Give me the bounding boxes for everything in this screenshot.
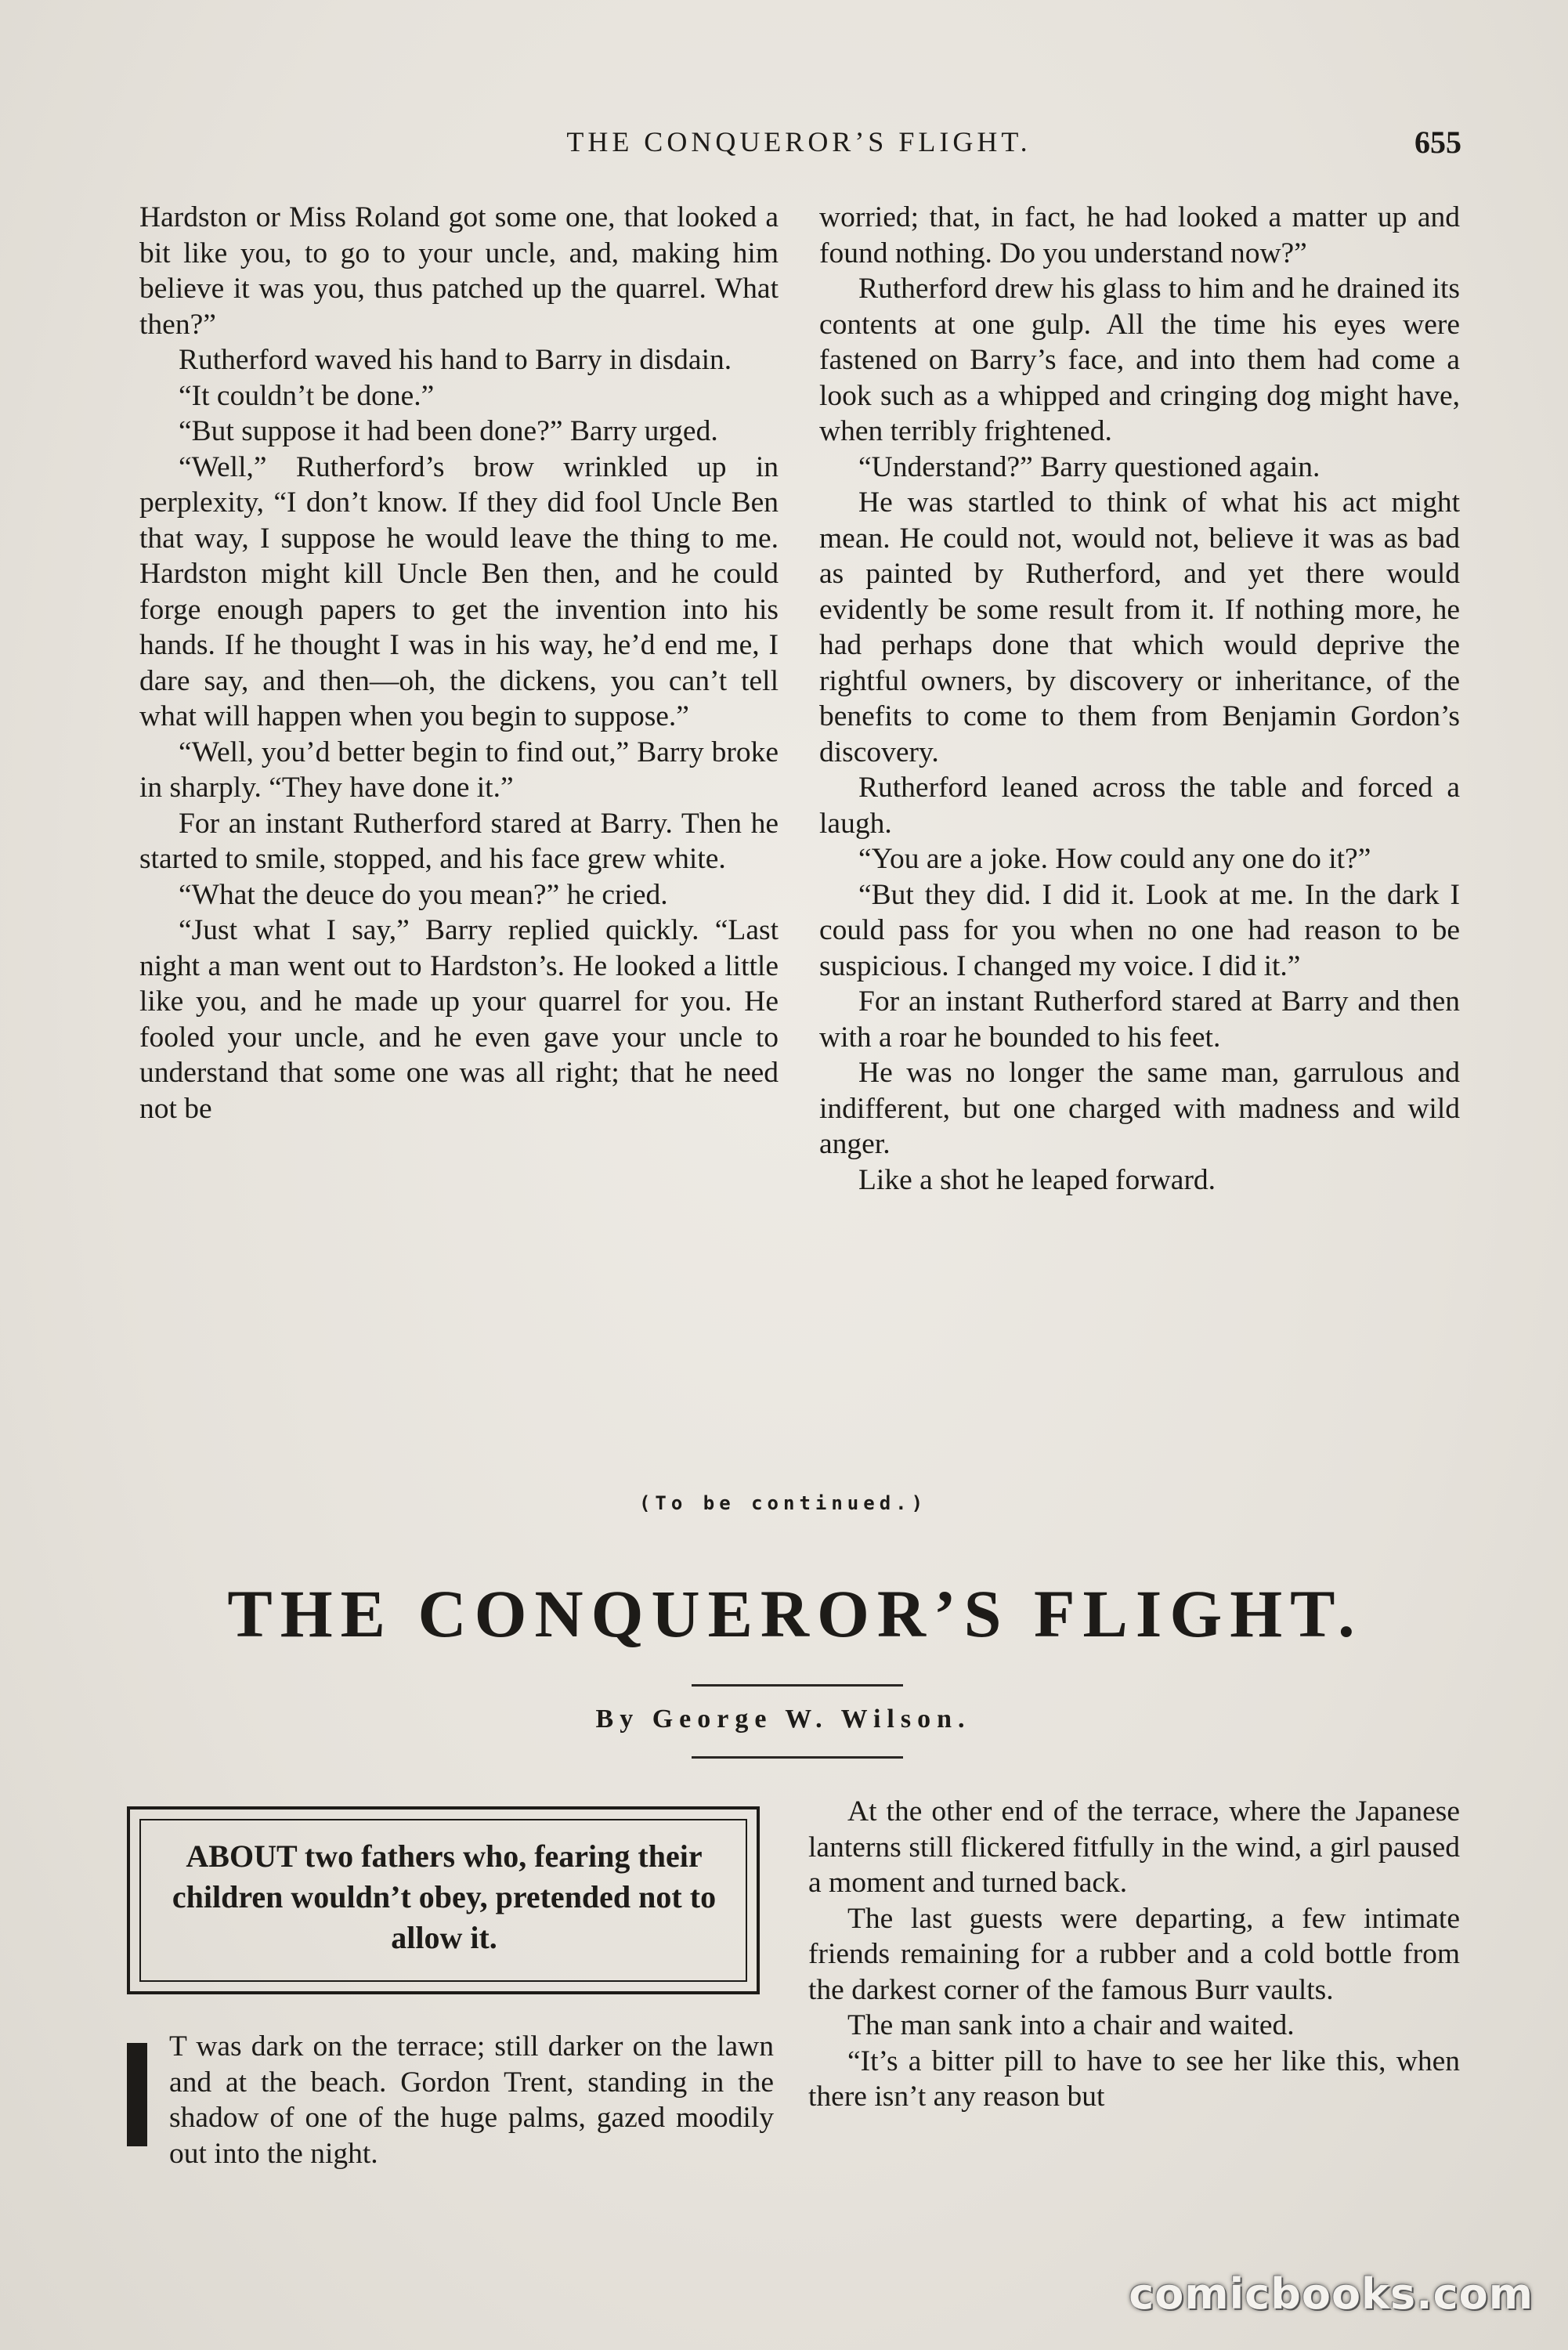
- paragraph: The last guests were departing, a few intimate friends remaining for a rubber and a cold bottle from the darkest corner of the famous Burr vaults.: [808, 1902, 1460, 2006]
- paragraph: The man sank into a chair and waited.: [847, 2009, 1295, 2041]
- story-title: THE CONQUEROR’S FLIGHT.: [227, 1576, 1363, 1651]
- byline: By George W. Wilson.: [595, 1705, 971, 1734]
- opening-text: T was dark on the terrace; still darker on the lawn and at the beach. Gordon Trent, standing in the shadow of one of the huge palms, gazed moodily out into the night.: [169, 2030, 774, 2170]
- text-column-2: [819, 200, 1460, 1198]
- paragraph: “Just what I say,” Barry replied quickly. “Last night a man went out to Hardston’s. He looked a little like you, and he made up your quarrel for you. He fooled your uncle, and he even gave your uncle to understand that some one was all right; that he need not be: [139, 914, 779, 1125]
- paragraph: “You are a joke. How could any one do it?”: [858, 843, 1371, 875]
- paragraph: He was startled to think of what his act might mean. He could not, would not, believe it was as bad as painted by Rutherford, and yet there would evidently be some result from it. If nothing more, he had perhaps done that which would deprive the rightful owners, by discovery or inheritance, of the benefits to come to them from Benjamin Gordon’s discovery.: [819, 486, 1460, 768]
- paragraph: “Well,” Rutherford’s brow wrinkled up in perplexity, “I don’t know. If they did fool Uncle Ben that way, I suppose he would leave the thing to me. Hardston might kill Uncle Ben then, and he could forge enough papers to get the invention into his hands. If he thought I was in his way, he’d end me, I dare say, and then—oh, the dickens, you can’t tell what will happen when you begin to suppose.”: [139, 450, 779, 732]
- teaser-text: ABOUT two fathers who, fearing their children wouldn’t obey, pretended not to allow it.: [172, 1838, 717, 1955]
- teaser-box: [127, 1806, 760, 1994]
- paragraph: He was no longer the same man, garrulous and indifferent, but one charged with madness and wild anger.: [819, 1057, 1460, 1160]
- paragraph: At the other end of the terrace, where the Japanese lanterns still flickered fitfully in the wind, a girl paused a moment and turned back.: [808, 1795, 1460, 1899]
- text-column-3: [127, 2029, 774, 2171]
- text-column-1: [139, 200, 779, 1126]
- paragraph: “But suppose it had been done?” Barry urged.: [179, 415, 718, 447]
- paragraph: “It couldn’t be done.”: [179, 379, 435, 412]
- paragraph: Rutherford waved his hand to Barry in disdain.: [179, 344, 732, 376]
- paragraph: For an instant Rutherford stared at Barry and then with a roar he bounded to his feet.: [819, 985, 1460, 1054]
- paragraph: For an instant Rutherford stared at Barry. Then he started to smile, stopped, and his face grew white.: [139, 807, 779, 875]
- to-be-continued: (To be continued.): [638, 1492, 928, 1514]
- paragraph: Rutherford drew his glass to him and he drained its contents at one gulp. All the time his eyes were fastened on Barry’s face, and into them had come a look such as a whipped and cringing dog might have, when terribly frightened.: [819, 273, 1460, 447]
- text-column-4: [808, 1794, 1460, 2115]
- paragraph: Rutherford leaned across the table and forced a laugh.: [819, 772, 1460, 840]
- byline-rule: [692, 1756, 903, 1759]
- running-head: THE CONQUEROR’S FLIGHT.: [566, 126, 1031, 157]
- paragraph: “But they did. I did it. Look at me. In the dark I could pass for you when no one had reason to be suspicious. I changed my voice. I did it.”: [819, 878, 1460, 982]
- opening-paragraph: [127, 2029, 774, 2171]
- paragraph: Hardston or Miss Roland got some one, that looked a bit like you, to go to your uncle, and, making him believe it was you, thus patched up the quarrel. What then?”: [139, 201, 779, 341]
- paragraph: worried; that, in fact, he had looked a matter up and found nothing. Do you understand now?”: [819, 201, 1460, 269]
- watermark: comicbooks.com: [1129, 2269, 1534, 2319]
- paragraph: “What the deuce do you mean?” he cried.: [179, 878, 668, 911]
- paragraph: Like a shot he leaped forward.: [858, 1163, 1216, 1196]
- page-number: 655: [1414, 125, 1461, 160]
- paragraph: “Well, you’d better begin to find out,” Barry broke in sharply. “They have done it.”: [139, 736, 779, 804]
- paragraph: “It’s a bitter pill to have to see her like this, when there isn’t any reason but: [808, 2044, 1460, 2113]
- paragraph: “Understand?” Barry questioned again.: [858, 450, 1321, 483]
- title-rule: [692, 1684, 903, 1687]
